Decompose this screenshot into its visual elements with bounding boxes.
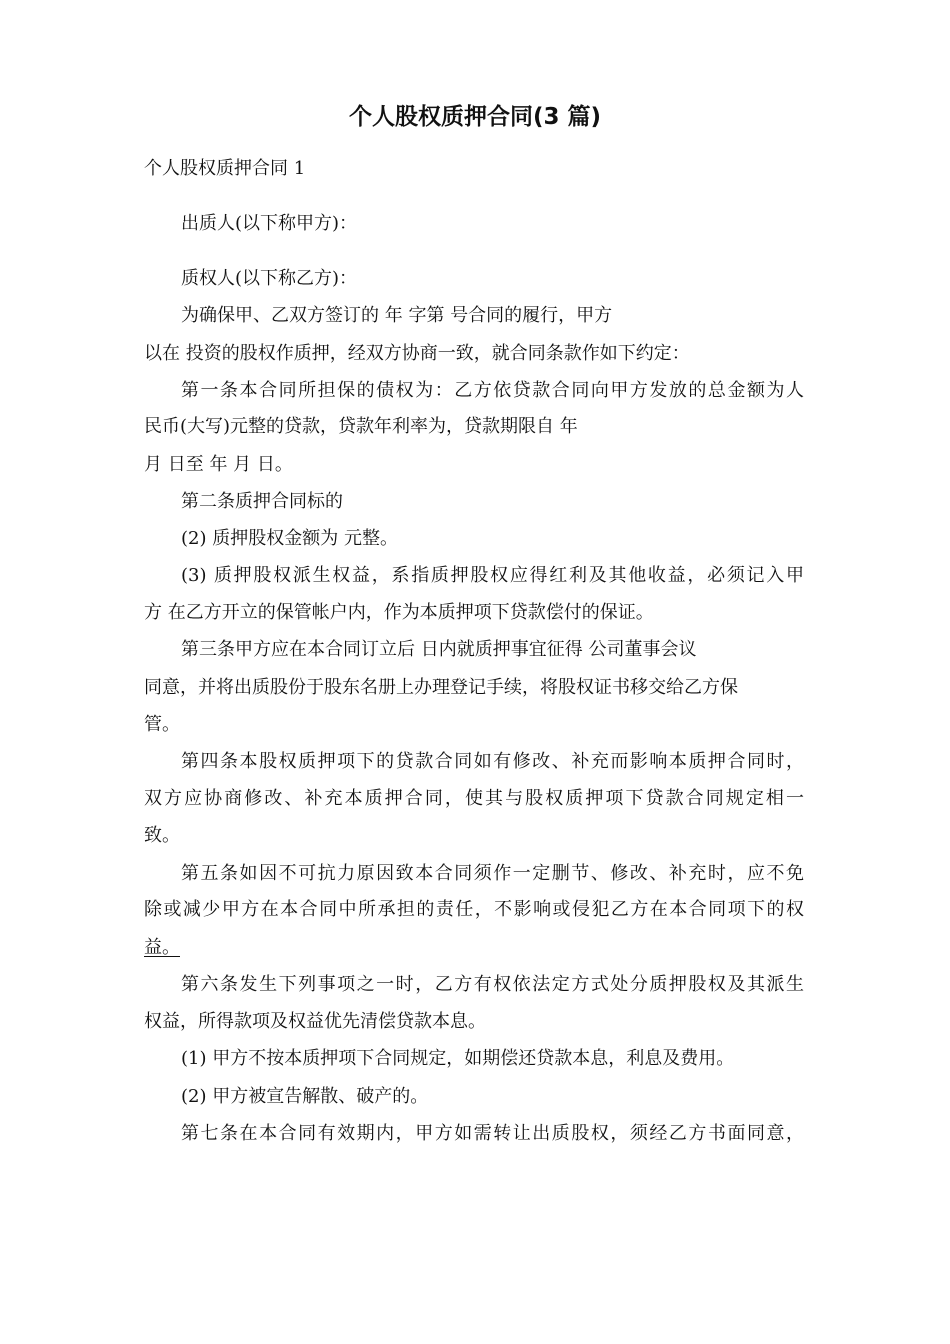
paragraph-line: (2) 质押股权金额为 元整。 xyxy=(181,528,398,549)
paragraph-line: 方 在乙方开立的保管帐户内，作为本质押项下贷款偿付的保证。 xyxy=(144,602,654,623)
paragraph-line: 第六条发生下列事项之一时，乙方有权依法定方式处分质押股权及其派生 xyxy=(181,974,804,995)
paragraph-line: 权益，所得款项及权益优先清偿贷款本息。 xyxy=(144,1011,486,1032)
document-title: 个人股权质押合同(3 篇) xyxy=(348,104,602,130)
paragraph-line: 质权人(以下称乙方)： xyxy=(181,268,358,289)
paragraph-line: 月 日至 年 月 日。 xyxy=(144,454,293,475)
paragraph-line: 第四条本股权质押项下的贷款合同如有修改、补充而影响本质押合同时， xyxy=(181,751,804,772)
paragraph-line: (1) 甲方不按本质押项下合同规定，如期偿还贷款本息，利息及费用。 xyxy=(181,1048,735,1069)
paragraph-line: 第五条如因不可抗力原因致本合同须作一定删节、修改、补充时，应不免 xyxy=(181,863,804,884)
paragraph-line: 出质人(以下称甲方)： xyxy=(181,213,358,234)
section-heading: 个人股权质押合同 1 xyxy=(144,158,306,179)
paragraph-line: 以在 投资的股权作质押，经双方协商一致，就合同条款作如下约定： xyxy=(144,343,690,364)
paragraph-line: 致。 xyxy=(144,825,180,846)
paragraph-line: 同意，并将出质股份于股东名册上办理登记手续，将股权证书移交给乙方保 xyxy=(144,677,738,698)
paragraph-line: 益。 xyxy=(144,937,180,958)
paragraph-line: 民币(大写)元整的贷款，贷款年利率为，贷款期限自 年 xyxy=(144,416,578,437)
paragraph-line: (3) 质押股权派生权益，系指质押股权应得红利及其他收益，必须记入甲 xyxy=(181,565,804,586)
paragraph-line: 为确保甲、乙双方签订的 年 字第 号合同的履行，甲方 xyxy=(181,305,613,326)
paragraph-line: 第一条本合同所担保的债权为：乙方依贷款合同向甲方发放的总金额为人 xyxy=(181,380,804,401)
paragraph-line: 第二条质押合同标的 xyxy=(181,491,343,512)
paragraph-line: 第三条甲方应在本合同订立后 日内就质押事宜征得 公司董事会议 xyxy=(181,639,697,660)
paragraph-line: (2) 甲方被宣告解散、破产的。 xyxy=(181,1086,429,1107)
paragraph-line: 除或减少甲方在本合同中所承担的责任，不影响或侵犯乙方在本合同项下的权 xyxy=(144,899,804,920)
paragraph-line: 第七条在本合同有效期内，甲方如需转让出质股权，须经乙方书面同意， xyxy=(181,1123,804,1144)
paragraph-line: 双方应协商修改、补充本质押合同，使其与股权质押项下贷款合同规定相一 xyxy=(144,788,804,809)
paragraph-line: 管。 xyxy=(144,714,180,735)
